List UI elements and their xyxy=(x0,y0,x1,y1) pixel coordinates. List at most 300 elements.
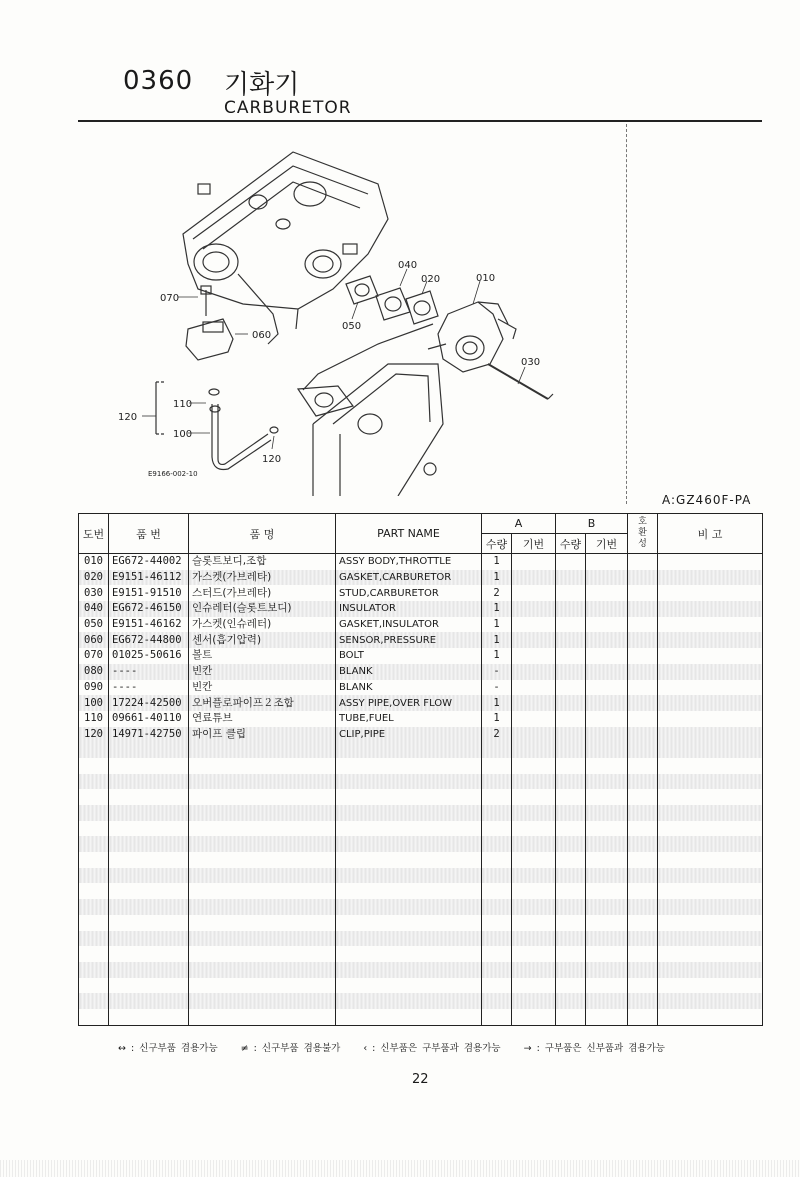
empty-cell xyxy=(628,789,658,805)
empty-cell xyxy=(512,883,556,899)
empty-cell xyxy=(336,836,482,852)
col-header-part-no: 품 번 xyxy=(109,514,189,554)
empty-cell xyxy=(79,915,109,931)
empty-cell xyxy=(189,805,336,821)
empty-cell xyxy=(556,852,586,868)
cell-no: 020 xyxy=(79,570,109,586)
empty-cell xyxy=(586,821,628,837)
empty-cell xyxy=(79,742,109,758)
callout-110: 100 xyxy=(173,429,193,440)
empty-cell xyxy=(586,931,628,947)
table-row-empty xyxy=(79,742,763,758)
cell-no: 060 xyxy=(79,632,109,648)
callout-060: 060 xyxy=(252,330,272,341)
cell-b-qty xyxy=(556,664,586,680)
section-code: 0360 xyxy=(123,66,194,96)
empty-cell xyxy=(658,962,763,978)
parts-table-body xyxy=(79,554,763,1026)
table-row-empty xyxy=(79,931,763,947)
cell-name-ko: 센서(흡기압력) xyxy=(189,632,336,648)
empty-cell xyxy=(109,978,189,994)
col-header-name-ko: 품 명 xyxy=(189,514,336,554)
cell-name-ko: 볼트 xyxy=(189,648,336,664)
empty-cell xyxy=(336,774,482,790)
empty-cell xyxy=(336,962,482,978)
empty-cell xyxy=(556,993,586,1009)
empty-cell xyxy=(628,931,658,947)
empty-cell xyxy=(336,931,482,947)
table-row xyxy=(79,711,763,727)
empty-cell xyxy=(482,758,512,774)
empty-cell xyxy=(189,1009,336,1025)
cell-a-base xyxy=(512,727,556,743)
empty-cell xyxy=(189,868,336,884)
empty-cell xyxy=(336,821,482,837)
empty-cell xyxy=(512,946,556,962)
empty-cell xyxy=(512,805,556,821)
table-row xyxy=(79,570,763,586)
empty-cell xyxy=(658,993,763,1009)
cell-b-qty xyxy=(556,585,586,601)
cell-no: 120 xyxy=(79,727,109,743)
table-row xyxy=(79,617,763,633)
engine-base-drawing xyxy=(298,364,443,496)
table-row xyxy=(79,680,763,696)
table-row-empty xyxy=(79,836,763,852)
table-row-empty xyxy=(79,978,763,994)
cell-part-no: E9151-46162 xyxy=(109,617,189,633)
cell-a-qty: 1 xyxy=(482,554,512,570)
empty-cell xyxy=(586,789,628,805)
callout-120-upper: 110 xyxy=(173,399,193,410)
empty-cell xyxy=(556,758,586,774)
callout-070: 070 xyxy=(160,293,180,304)
cell-b-base xyxy=(586,632,628,648)
cell-no: 100 xyxy=(79,695,109,711)
empty-cell xyxy=(482,993,512,1009)
table-row-empty xyxy=(79,868,763,884)
cell-b-base xyxy=(586,585,628,601)
cell-remarks xyxy=(658,585,763,601)
cell-remarks xyxy=(658,570,763,586)
table-row xyxy=(79,695,763,711)
table-row-empty xyxy=(79,774,763,790)
cell-no: 110 xyxy=(79,711,109,727)
empty-cell xyxy=(109,993,189,1009)
empty-cell xyxy=(109,836,189,852)
empty-cell xyxy=(482,946,512,962)
cell-a-base xyxy=(512,711,556,727)
table-row-empty xyxy=(79,758,763,774)
empty-cell xyxy=(586,962,628,978)
empty-cell xyxy=(628,993,658,1009)
cell-part-name: CLIP,PIPE xyxy=(336,727,482,743)
cell-a-base xyxy=(512,648,556,664)
table-row-empty xyxy=(79,821,763,837)
table-row-empty xyxy=(79,915,763,931)
empty-cell xyxy=(109,899,189,915)
empty-cell xyxy=(79,805,109,821)
empty-cell xyxy=(482,915,512,931)
callout-040: 040 xyxy=(398,260,418,271)
empty-cell xyxy=(79,821,109,837)
cell-b-base xyxy=(586,601,628,617)
cell-a-base xyxy=(512,664,556,680)
empty-cell xyxy=(109,758,189,774)
empty-cell xyxy=(512,852,556,868)
empty-cell xyxy=(336,915,482,931)
empty-cell xyxy=(189,931,336,947)
cell-remarks xyxy=(658,664,763,680)
empty-cell xyxy=(658,868,763,884)
cell-interchange xyxy=(628,711,658,727)
empty-cell xyxy=(658,742,763,758)
cell-part-no: E9151-91510 xyxy=(109,585,189,601)
empty-cell xyxy=(482,1009,512,1025)
cell-b-qty xyxy=(556,632,586,648)
empty-cell xyxy=(189,821,336,837)
cell-no: 010 xyxy=(79,554,109,570)
cell-interchange xyxy=(628,632,658,648)
cell-remarks xyxy=(658,632,763,648)
overflow-pipe-drawing xyxy=(156,324,433,470)
empty-cell xyxy=(189,978,336,994)
cell-b-base xyxy=(586,617,628,633)
empty-cell xyxy=(556,931,586,947)
empty-cell xyxy=(482,852,512,868)
cell-part-name: BOLT xyxy=(336,648,482,664)
table-row-empty xyxy=(79,852,763,868)
cell-a-qty: 2 xyxy=(482,727,512,743)
empty-cell xyxy=(109,805,189,821)
cell-part-no: 17224-42500 xyxy=(109,695,189,711)
cell-a-qty: 1 xyxy=(482,711,512,727)
empty-cell xyxy=(109,774,189,790)
cell-interchange xyxy=(628,601,658,617)
cell-a-qty: 1 xyxy=(482,601,512,617)
legend-item: → : 구부품은 신부품과 겸용가능 xyxy=(523,1043,665,1054)
empty-cell xyxy=(658,883,763,899)
cell-part-name: ASSY BODY,THROTTLE xyxy=(336,554,482,570)
cell-part-name: SENSOR,PRESSURE xyxy=(336,632,482,648)
empty-cell xyxy=(512,789,556,805)
col-header-b-base: 기번 xyxy=(586,534,628,554)
table-row-empty xyxy=(79,789,763,805)
cell-remarks xyxy=(658,648,763,664)
cell-name-ko: 빈칸 xyxy=(189,680,336,696)
empty-cell xyxy=(79,946,109,962)
cell-b-qty xyxy=(556,570,586,586)
empty-cell xyxy=(628,883,658,899)
page-number: 22 xyxy=(412,1072,429,1087)
empty-cell xyxy=(658,931,763,947)
cell-b-qty xyxy=(556,648,586,664)
exploded-parts-diagram xyxy=(78,124,626,496)
cell-interchange xyxy=(628,727,658,743)
callout-020: 020 xyxy=(421,274,441,285)
cell-b-qty xyxy=(556,727,586,743)
cell-interchange xyxy=(628,695,658,711)
col-header-remarks: 비 고 xyxy=(658,514,763,554)
table-row-empty xyxy=(79,883,763,899)
table-row xyxy=(79,632,763,648)
empty-cell xyxy=(556,883,586,899)
empty-cell xyxy=(189,946,336,962)
empty-cell xyxy=(482,805,512,821)
cell-b-base xyxy=(586,570,628,586)
empty-cell xyxy=(109,789,189,805)
empty-cell xyxy=(628,946,658,962)
cell-part-no: ---- xyxy=(109,680,189,696)
empty-cell xyxy=(512,962,556,978)
cell-b-qty xyxy=(556,554,586,570)
cell-no: 090 xyxy=(79,680,109,696)
cell-remarks xyxy=(658,680,763,696)
col-header-a-qty: 수량 xyxy=(482,534,512,554)
empty-cell xyxy=(628,742,658,758)
header-rule xyxy=(78,120,762,122)
empty-cell xyxy=(512,836,556,852)
cell-remarks xyxy=(658,695,763,711)
empty-cell xyxy=(658,946,763,962)
empty-cell xyxy=(482,978,512,994)
empty-cell xyxy=(556,978,586,994)
cell-a-qty: - xyxy=(482,680,512,696)
empty-cell xyxy=(189,883,336,899)
carburetor-drawing xyxy=(428,302,553,399)
cell-a-base xyxy=(512,695,556,711)
empty-cell xyxy=(512,993,556,1009)
model-code: A:GZ460F-PA xyxy=(662,493,752,507)
empty-cell xyxy=(336,789,482,805)
cell-a-qty: - xyxy=(482,664,512,680)
table-row xyxy=(79,554,763,570)
cell-b-base xyxy=(586,648,628,664)
empty-cell xyxy=(109,946,189,962)
empty-cell xyxy=(628,1009,658,1025)
empty-cell xyxy=(482,789,512,805)
table-row xyxy=(79,664,763,680)
cell-b-base xyxy=(586,664,628,680)
empty-cell xyxy=(79,883,109,899)
callout-030: 030 xyxy=(521,357,541,368)
empty-cell xyxy=(658,978,763,994)
empty-cell xyxy=(109,962,189,978)
cell-name-ko: 파이프 클립 xyxy=(189,727,336,743)
cell-a-base xyxy=(512,554,556,570)
cell-b-qty xyxy=(556,601,586,617)
empty-cell xyxy=(482,962,512,978)
empty-cell xyxy=(628,805,658,821)
cell-remarks xyxy=(658,554,763,570)
cell-a-qty: 1 xyxy=(482,648,512,664)
empty-cell xyxy=(512,931,556,947)
cell-name-ko: 가스켓(인슈레터) xyxy=(189,617,336,633)
empty-cell xyxy=(658,774,763,790)
cell-b-qty xyxy=(556,617,586,633)
empty-cell xyxy=(189,758,336,774)
cell-part-name: GASKET,INSULATOR xyxy=(336,617,482,633)
empty-cell xyxy=(336,993,482,1009)
cell-interchange xyxy=(628,648,658,664)
empty-cell xyxy=(336,805,482,821)
empty-cell xyxy=(79,758,109,774)
empty-cell xyxy=(512,978,556,994)
cell-part-name: BLANK xyxy=(336,664,482,680)
empty-cell xyxy=(628,978,658,994)
section-title-english: CARBURETOR xyxy=(224,98,352,118)
empty-cell xyxy=(512,758,556,774)
empty-cell xyxy=(189,852,336,868)
cell-no: 030 xyxy=(79,585,109,601)
cell-a-base xyxy=(512,570,556,586)
empty-cell xyxy=(336,899,482,915)
table-row-empty xyxy=(79,962,763,978)
cell-interchange xyxy=(628,664,658,680)
empty-cell xyxy=(109,821,189,837)
cell-no: 080 xyxy=(79,664,109,680)
empty-cell xyxy=(109,883,189,899)
empty-cell xyxy=(482,883,512,899)
empty-cell xyxy=(628,774,658,790)
empty-cell xyxy=(628,852,658,868)
empty-cell xyxy=(189,899,336,915)
cell-b-base xyxy=(586,727,628,743)
cell-a-qty: 1 xyxy=(482,695,512,711)
callout-100: 120 xyxy=(118,412,138,423)
cell-b-qty xyxy=(556,711,586,727)
cell-a-base xyxy=(512,601,556,617)
callout-120-lower: 120 xyxy=(262,454,282,465)
empty-cell xyxy=(79,899,109,915)
empty-cell xyxy=(586,852,628,868)
empty-cell xyxy=(79,962,109,978)
empty-cell xyxy=(628,758,658,774)
empty-cell xyxy=(512,742,556,758)
cell-b-base xyxy=(586,680,628,696)
cell-remarks xyxy=(658,711,763,727)
empty-cell xyxy=(556,1009,586,1025)
empty-cell xyxy=(658,821,763,837)
cell-interchange xyxy=(628,680,658,696)
col-header-a-base: 기번 xyxy=(512,534,556,554)
figure-number: E9166-002-10 xyxy=(148,470,198,478)
empty-cell xyxy=(189,836,336,852)
empty-cell xyxy=(586,868,628,884)
empty-cell xyxy=(658,915,763,931)
cell-b-qty xyxy=(556,680,586,696)
cell-part-name: ASSY PIPE,OVER FLOW xyxy=(336,695,482,711)
empty-cell xyxy=(586,978,628,994)
scan-edge xyxy=(0,1160,800,1177)
cell-no: 040 xyxy=(79,601,109,617)
cell-part-name: TUBE,FUEL xyxy=(336,711,482,727)
empty-cell xyxy=(189,993,336,1009)
cell-name-ko: 슬롯트보디,조합 xyxy=(189,554,336,570)
table-row-empty xyxy=(79,805,763,821)
empty-cell xyxy=(586,883,628,899)
cell-name-ko: 연료튜브 xyxy=(189,711,336,727)
col-header-a: A xyxy=(482,514,556,534)
legend xyxy=(118,1040,683,1054)
empty-cell xyxy=(658,836,763,852)
cell-interchange xyxy=(628,570,658,586)
cell-part-no: 14971-42750 xyxy=(109,727,189,743)
cell-name-ko: 가스켓(가브레타) xyxy=(189,570,336,586)
empty-cell xyxy=(556,805,586,821)
empty-cell xyxy=(556,836,586,852)
empty-cell xyxy=(586,742,628,758)
empty-cell xyxy=(336,852,482,868)
empty-cell xyxy=(79,836,109,852)
parts-table xyxy=(78,513,763,1026)
empty-cell xyxy=(189,962,336,978)
empty-cell xyxy=(79,852,109,868)
empty-cell xyxy=(79,978,109,994)
col-header-b-qty: 수량 xyxy=(556,534,586,554)
table-row-empty xyxy=(79,1009,763,1025)
empty-cell xyxy=(109,1009,189,1025)
cell-part-name: INSULATOR xyxy=(336,601,482,617)
empty-cell xyxy=(482,899,512,915)
empty-cell xyxy=(512,821,556,837)
empty-cell xyxy=(586,915,628,931)
cell-b-base xyxy=(586,554,628,570)
callout-010: 010 xyxy=(476,273,496,284)
cell-part-no: EG672-44800 xyxy=(109,632,189,648)
empty-cell xyxy=(628,868,658,884)
empty-cell xyxy=(556,946,586,962)
empty-cell xyxy=(556,868,586,884)
empty-cell xyxy=(79,1009,109,1025)
empty-cell xyxy=(658,758,763,774)
cell-remarks xyxy=(658,617,763,633)
legend-item: ≠ : 신구부품 겸용불가 xyxy=(240,1043,341,1054)
empty-cell xyxy=(109,915,189,931)
cell-a-base xyxy=(512,585,556,601)
table-row-empty xyxy=(79,993,763,1009)
cell-part-no: ---- xyxy=(109,664,189,680)
legend-item: ‹ : 신부품은 구부품과 겸용가능 xyxy=(363,1043,501,1054)
empty-cell xyxy=(586,899,628,915)
empty-cell xyxy=(189,915,336,931)
empty-cell xyxy=(482,774,512,790)
cell-part-name: BLANK xyxy=(336,680,482,696)
cell-name-ko: 오버플로파이프２조합 xyxy=(189,695,336,711)
cell-part-name: STUD,CARBURETOR xyxy=(336,585,482,601)
empty-cell xyxy=(556,899,586,915)
table-row-empty xyxy=(79,946,763,962)
cell-a-base xyxy=(512,680,556,696)
empty-cell xyxy=(628,962,658,978)
empty-cell xyxy=(79,931,109,947)
cell-interchange xyxy=(628,554,658,570)
cell-a-base xyxy=(512,632,556,648)
empty-cell xyxy=(336,1009,482,1025)
empty-cell xyxy=(109,742,189,758)
empty-cell xyxy=(512,915,556,931)
empty-cell xyxy=(586,774,628,790)
col-header-part-name: PART NAME xyxy=(336,514,482,554)
empty-cell xyxy=(658,789,763,805)
cell-no: 050 xyxy=(79,617,109,633)
empty-cell xyxy=(556,789,586,805)
throttle-body-drawing xyxy=(183,152,388,344)
table-row-empty xyxy=(79,899,763,915)
cell-part-name: GASKET,CARBURETOR xyxy=(336,570,482,586)
cell-interchange xyxy=(628,617,658,633)
cell-b-base xyxy=(586,695,628,711)
